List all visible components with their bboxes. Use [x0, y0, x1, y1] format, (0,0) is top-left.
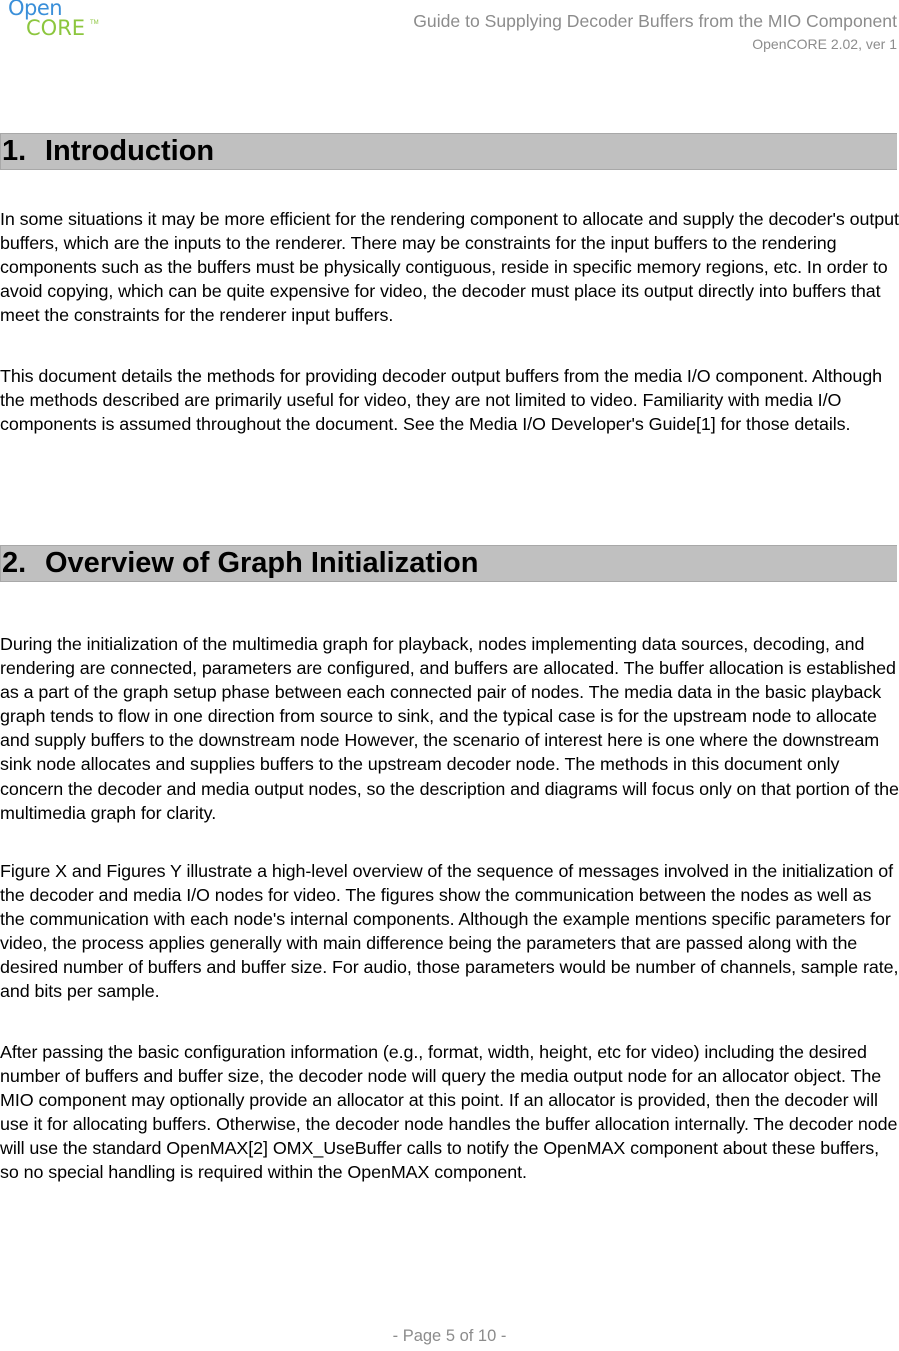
paragraph: Figure X and Figures Y illustrate a high-level overview of the sequence of messages involved in the initialization of the decoder and media I/O nodes for video. The figures show the communication between the nodes as well as the communication with each node's internal components. Although the example mentions specific parameters for video, the process applies generally with main difference being the parameters that are passed along with the desired number of buffers and buffer size. For audio, those parameters would be number of channels, sample rate, and bits per sample. [0, 861, 899, 1002]
opencore-logo [6, 0, 102, 44]
paragraph: This document details the methods for providing decoder output buffers from the media I/O component. Although the methods described are primarily useful for video, they are not limited to video. Familiarity with media I/O components is assumed throughout the document. See the Media I/O Developer's Guide[1] for those details. [0, 366, 883, 435]
paragraph: In some situations it may be more efficient for the rendering component to allocate and supply the decoder's output buffers, which are the inputs to the renderer. There may be constraints for the input buffers to the rendering components such as the buffers must be physically contiguous, reside in specific memory regions, etc. In order to avoid copying, which can be quite expensive for video, the decoder must place its output directly into buffers that meet the constraints for the renderer input buffers. [0, 209, 899, 326]
paragraph: After passing the basic configuration information (e.g., format, width, height, etc for video) including the desired number of buffers and buffer size, the decoder node will query the media output node for an allocator object. The MIO component may optionally provide an allocator at this point. If an allocator is provided, then the decoder will use it for allocating buffers. Otherwise, the decoder node handles the buffer allocation internally. The decoder node will use the standard OpenMAX[2] OMX_UseBuffer calls to notify the OpenMAX component about these buffers, so no special handling is required within the OpenMAX component. [0, 1042, 898, 1183]
section-number: 1. [2, 135, 27, 167]
section-heading-introduction [0, 133, 897, 170]
document-title: Guide to Supplying Decoder Buffers from the MIO Component [413, 11, 897, 31]
section-title: Overview of Graph Initialization [45, 547, 479, 579]
section-heading-graph-initialization [0, 545, 897, 582]
section-title: Introduction [45, 135, 215, 167]
logo-open-text: Open [8, 0, 63, 20]
paragraph: During the initialization of the multimedia graph for playback, nodes implementing data sources, decoding, and rendering are connected, parameters are configured, and buffers are allocated. The buffer allocation is established as a part of the graph setup phase between each connected pair of nodes. The media data in the basic playback graph tends to flow in one direction from source to sink, and the typical case is for the upstream node to allocate and supply buffers to the downstream node However, the scenario of interest here is one where the downstream sink node allocates and supplies buffers to the upstream decoder node. The methods in this document only concern the decoder and media output nodes, so the description and diagrams will focus only on that portion of the multimedia graph for clarity. [0, 634, 899, 823]
section-number: 2. [2, 547, 27, 579]
logo-trademark: TM [90, 20, 99, 26]
document-version: OpenCORE 2.02, ver 1 [752, 36, 897, 52]
logo-core-text: CORE [26, 16, 86, 40]
page-number: - Page 5 of 10 - [392, 1327, 507, 1345]
